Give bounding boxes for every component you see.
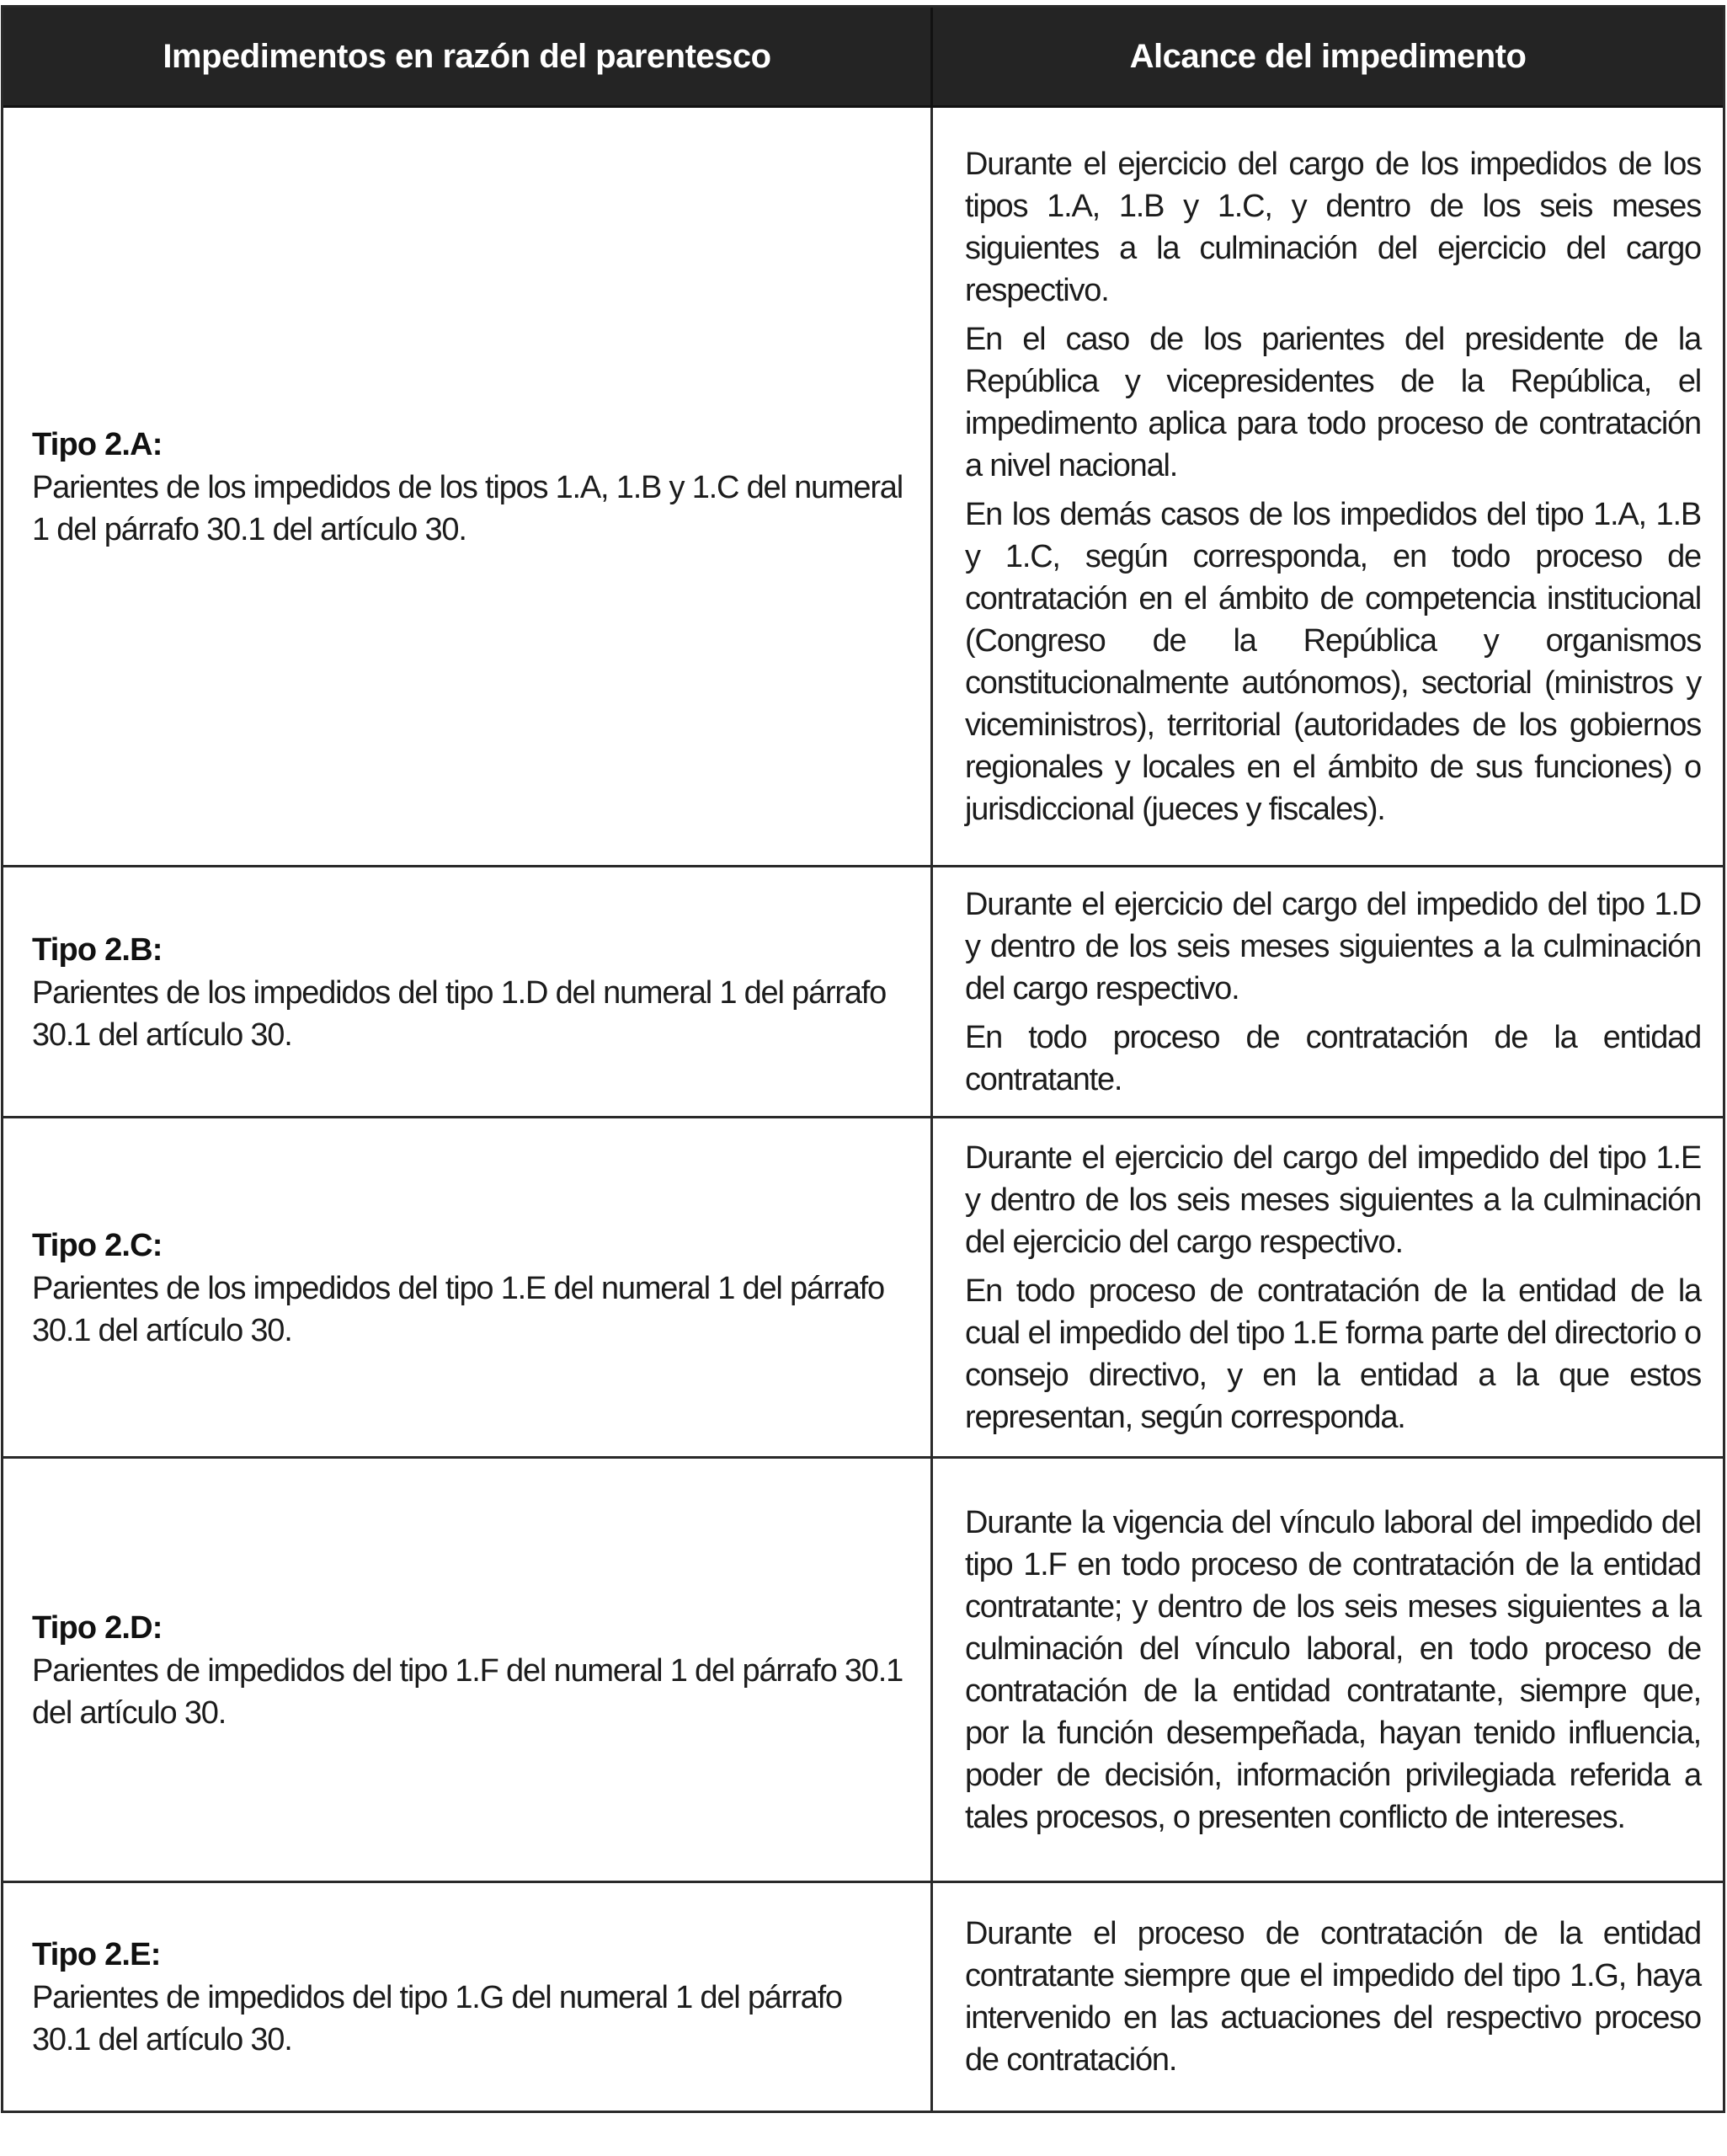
tipo-description: Parientes de los impedidos del tipo 1.D del numeral 1 del párrafo 30.1 del artículo 30.: [32, 974, 887, 1053]
alcance-paragraph: En el caso de los parientes del presidente de la República y vicepresidentes de la República, el impedimento aplica para todo proceso de contratación a nivel nacional.: [965, 321, 1701, 483]
impedimento-cell: [3, 108, 933, 865]
table-row-2d: [3, 1459, 1723, 1883]
tipo-label: Tipo 2.B:: [32, 931, 163, 968]
tipo-description: Parientes de impedidos del tipo 1.G del numeral 1 del párrafo 30.1 del artículo 30.: [32, 1980, 842, 2057]
header-alcance: Alcance del impedimento: [1129, 37, 1527, 75]
alcance-paragraph: Durante el ejercicio del cargo del impedido del tipo 1.D y dentro de los seis meses siguientes a la culminación del cargo respectivo.: [965, 886, 1701, 1006]
alcance-cell: [933, 1459, 1723, 1881]
table-row-2a: [3, 108, 1723, 867]
tipo-description: Parientes de los impedidos de los tipos 1.A, 1.B y 1.C del numeral 1 del párrafo 30.1 del artículo 30.: [32, 469, 903, 547]
tipo-label: Tipo 2.E:: [32, 1937, 161, 1972]
alcance-cell: [933, 1118, 1723, 1456]
table-row-2b: [3, 867, 1723, 1118]
tipo-description: Parientes de impedidos del tipo 1.F del numeral 1 del párrafo 30.1 del artículo 30.: [32, 1652, 903, 1731]
tipo-label: Tipo 2.D:: [32, 1609, 163, 1646]
alcance-cell: [933, 108, 1723, 865]
table-row-2c: [3, 1118, 1723, 1459]
alcance-cell: [933, 867, 1723, 1116]
alcance-cell: [933, 1883, 1723, 2111]
alcance-paragraph: Durante el ejercicio del cargo del impedido del tipo 1.E y dentro de los seis meses siguientes a la culminación del ejercicio del cargo respectivo.: [965, 1139, 1701, 1260]
alcance-paragraph: En todo proceso de contratación de la entidad de la cual el impedido del tipo 1.E forma parte del directorio o consejo directivo, y en la entidad a la que estos representan, según corresponda.: [965, 1273, 1701, 1435]
alcance-paragraph: En los demás casos de los impedidos del tipo 1.A, 1.B y 1.C, según corresponda, en todo proceso de contratación en el ámbito de competencia institucional (Congreso de la República y organismos constitucionalmente autónomos), sectorial (ministros y viceministros), territorial (autoridades de los gobiernos regionales y locales en el ámbito de sus funciones) o jurisdiccional (jueces y fiscales).: [965, 496, 1701, 827]
table-row-2e: [3, 1883, 1723, 2111]
impedimentos-table: [1, 5, 1725, 2113]
header-impedimentos: Impedimentos en razón del parentesco: [3, 8, 933, 105]
tipo-label: Tipo 2.C:: [32, 1227, 163, 1263]
alcance-paragraph: En todo proceso de contratación de la entidad contratante.: [965, 1019, 1701, 1097]
tipo-label: Tipo 2.A:: [32, 426, 163, 462]
impedimento-cell: [3, 1459, 933, 1881]
table-header-row: [3, 8, 1723, 108]
alcance-paragraph: Durante la vigencia del vínculo laboral del impedido del tipo 1.F en todo proceso de contratación de la entidad contratante; y dentro de los seis meses siguientes a la culminación del vínculo laboral, en todo proceso de contratación de la entidad contratante, siempre que, por la función desempeñada, hayan tenido influencia, poder de decisión, información privilegiada referida a tales procesos, o presenten conflicto de intereses.: [965, 1504, 1701, 1835]
alcance-paragraph: Durante el ejercicio del cargo de los impedidos de los tipos 1.A, 1.B y 1.C, y dentro de los seis meses siguientes a la culminación del ejercicio del cargo respectivo.: [965, 146, 1701, 308]
tipo-description: Parientes de los impedidos del tipo 1.E del numeral 1 del párrafo 30.1 del artículo 30.: [32, 1270, 884, 1348]
alcance-paragraph: Durante el proceso de contratación de la entidad contratante siempre que el impedido del tipo 1.G, haya intervenido en las actuaciones del respectivo proceso de contratación.: [965, 1916, 1701, 2078]
impedimento-cell: [3, 867, 933, 1116]
impedimento-cell: [3, 1118, 933, 1456]
impedimento-cell: [3, 1883, 933, 2111]
